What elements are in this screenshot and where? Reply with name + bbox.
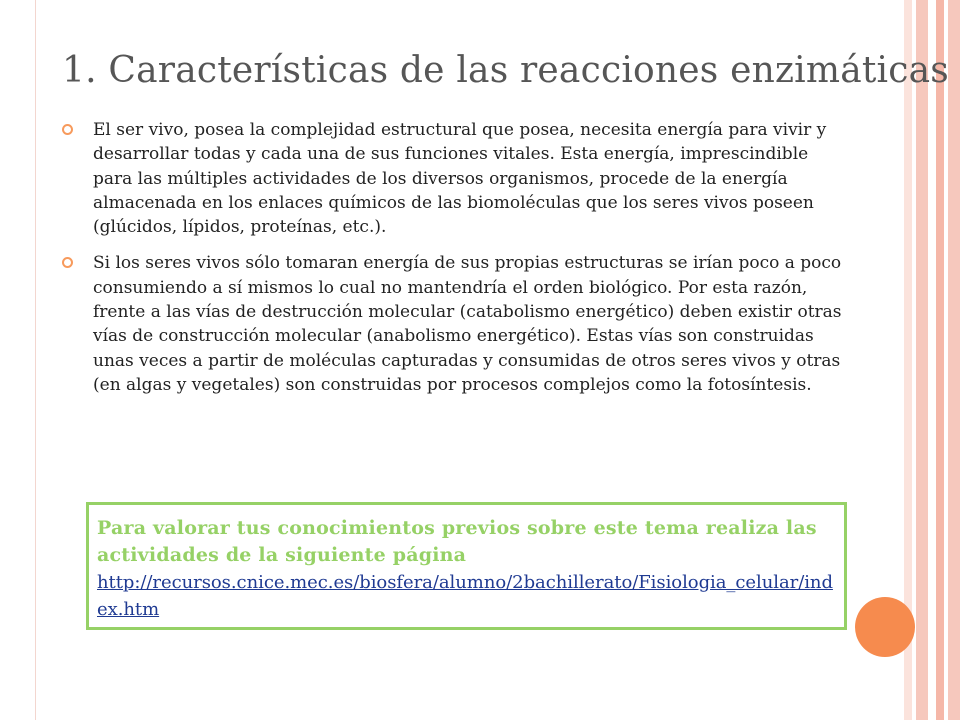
callout-text: Para valorar tus conocimientos previos sobre este tema realiza las actividades de la siguiente página (97, 517, 817, 566)
bullet-text: El ser vivo, posea la complejidad estructural que posea, necesita energía para vivir y desarrollar todas y cada una de sus funciones vitales. Esta energía, imprescindible para las múltiples actividades de los diversos organismos, procede de la energía almacenada en los enlaces químicos de las biomoléculas que los seres vivos poseen (glúcidos, lípidos, proteínas, etc.). (93, 120, 827, 238)
slide-title: 1. Características de las reacciones enzimáticas (62, 50, 949, 91)
bullet-circle-icon (62, 257, 73, 268)
bullet-list (62, 118, 842, 409)
bullet-text: Si los seres vivos sólo tomaran energía de sus propias estructuras se irían poco a poco consumiendo a sí mismos lo cual no mantendría el orden biológico. Por esta razón, frente a las vías de destrucción molecular (catabolismo energético) deben existir otras vías de construcción molecular (anabolismo energético). Estas vías son construidas unas veces a partir de moléculas capturadas y consumidas de otros seres vivos y otras (en algas y vegetales) son construidas por procesos complejos como la fotosíntesis. (93, 253, 842, 395)
resource-link[interactable]: http://recursos.cnice.mec.es/biosfera/alumno/2bachillerato/Fisiologia_celular/index.htm (97, 572, 833, 620)
bullet-item (62, 118, 842, 239)
decorative-circle (855, 597, 915, 657)
decorative-stripe (936, 0, 944, 720)
decorative-stripe (916, 0, 928, 720)
decorative-stripe (948, 0, 960, 720)
left-rule-divider (35, 0, 36, 720)
activity-callout-box (86, 502, 847, 630)
bullet-item (62, 251, 842, 397)
bullet-circle-icon (62, 124, 73, 135)
